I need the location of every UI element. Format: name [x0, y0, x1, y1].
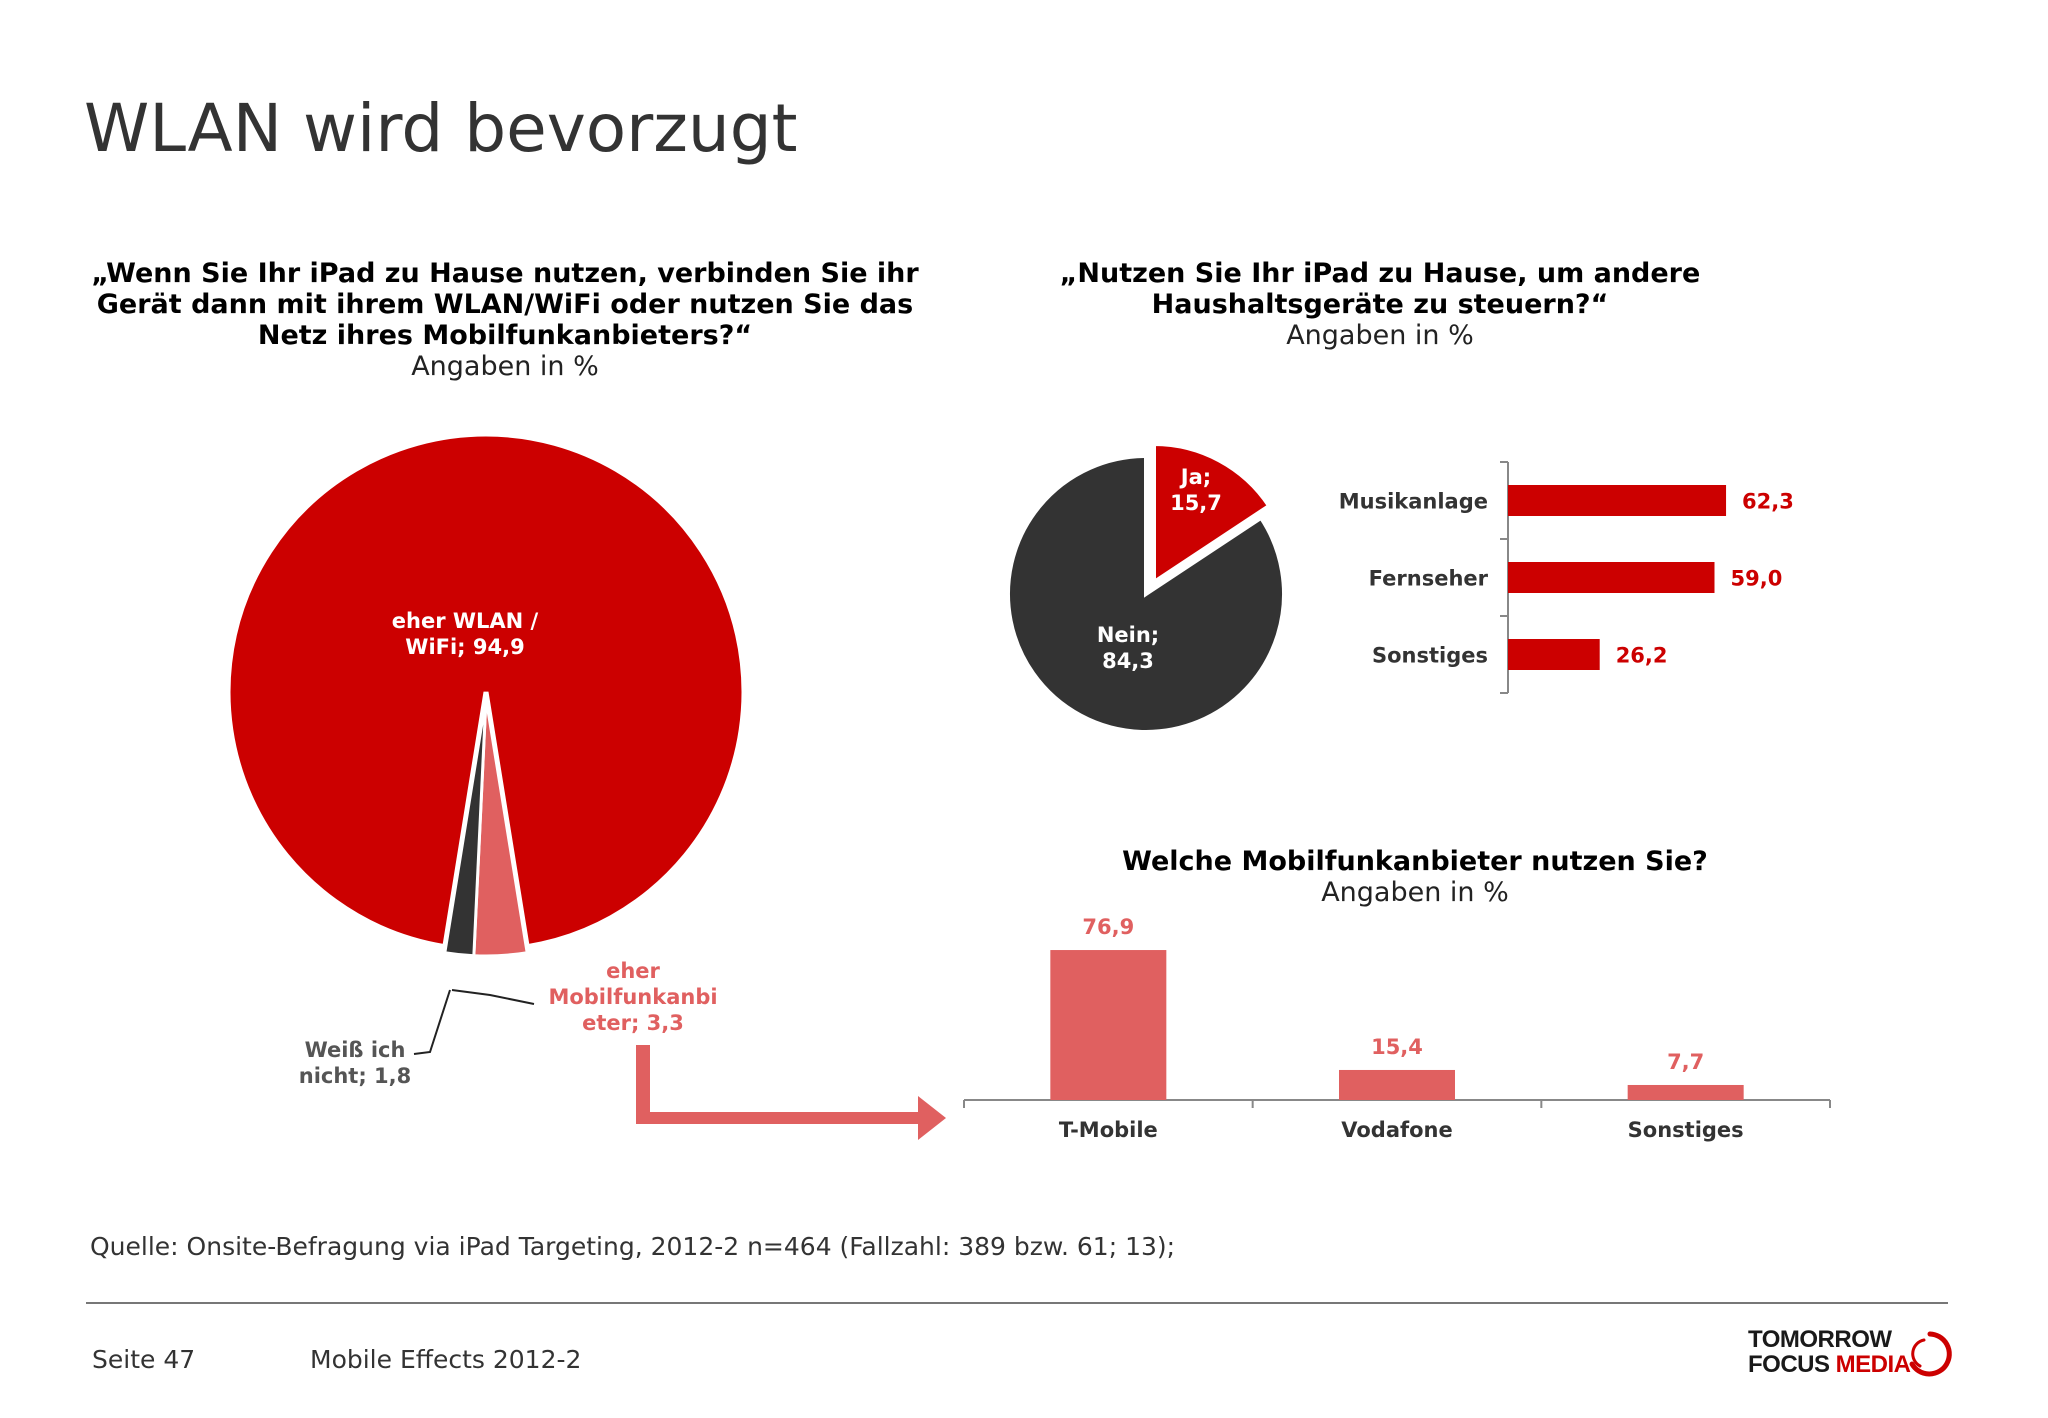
pie1-title: „Wenn Sie Ihr iPad zu Hause nutzen, verbinden Sie ihr Gerät dann mit ihrem WLAN/WiFi oder nutzen Sie das Netz ihres Mobilfunkanbieters?“	[91, 258, 919, 351]
vbar-category-label: T-Mobile	[1058, 1118, 1158, 1142]
pie1-leader-weiss-nicht	[414, 990, 450, 1054]
vbar-bar-2	[1628, 1085, 1744, 1100]
footer-title: Mobile Effects 2012-2	[310, 1345, 582, 1374]
pie1-label-mobilfunk-line: eter; 3,3	[582, 1011, 684, 1035]
vbar-value-label: 15,4	[1371, 1034, 1423, 1059]
pie1-leader-mobilfunk	[452, 990, 534, 1004]
pie1-label-weiss-nicht-line: Weiß ich	[304, 1038, 406, 1062]
hbar-value-label: 62,3	[1742, 489, 1794, 514]
vbar-value-label: 76,9	[1082, 915, 1135, 940]
hbar-chart-geraete	[1339, 462, 1794, 693]
vbar-category-label: Sonstiges	[1627, 1118, 1744, 1142]
vbar-title: Welche Mobilfunkanbieter nutzen Sie?	[1122, 846, 1708, 877]
hbar-bar-2	[1508, 639, 1600, 670]
page-number: Seite 47	[92, 1345, 196, 1374]
vbar-value-label: 7,7	[1667, 1049, 1705, 1074]
vbar-category-label: Vodafone	[1341, 1118, 1453, 1142]
pie1-label-weiss-nicht	[299, 1038, 412, 1088]
tomorrow-focus-media-logo	[1748, 1326, 1958, 1376]
pie1-label-mobilfunk-line: Mobilfunkanbi	[548, 985, 718, 1009]
hbar-category-label: Fernseher	[1368, 566, 1488, 591]
hbar-bar-1	[1508, 562, 1715, 593]
pie2-label-ja-line: 15,7	[1170, 491, 1222, 515]
pie1-subtitle: Angaben in %	[411, 351, 599, 382]
pie1-label-wlan-line: eher WLAN /	[391, 609, 539, 633]
hbar-value-label: 59,0	[1730, 566, 1783, 591]
hbar-category-label: Musikanlage	[1338, 489, 1488, 514]
source-note: Quelle: Onsite-Befragung via iPad Targeting, 2012-2 n=464 (Fallzahl: 389 bzw. 61; 13);	[90, 1232, 1176, 1261]
vbar-bar-0	[1050, 950, 1166, 1100]
hbar-bar-0	[1508, 485, 1726, 516]
pie2-label-nein-line: Nein;	[1096, 623, 1160, 647]
logo-focus: FOCUS	[1748, 1351, 1836, 1378]
hbar-value-label: 26,2	[1615, 643, 1668, 668]
pie1-label-mobilfunk-line: eher	[606, 959, 660, 983]
pie-chart-haushalt	[1008, 444, 1284, 732]
hbar-category-label: Sonstiges	[1371, 643, 1488, 668]
pie1-label-mobilfunk	[548, 959, 717, 1035]
pie-chart-wlan	[228, 434, 744, 1088]
logo-swoosh-icon	[1906, 1330, 1954, 1378]
vbar-bar-1	[1339, 1070, 1455, 1100]
vbar-subtitle: Angaben in %	[1321, 877, 1509, 908]
pie1-label-weiss-nicht-line: nicht; 1,8	[298, 1064, 412, 1088]
footer-divider	[86, 1302, 1948, 1304]
pie2-subtitle: Angaben in %	[1286, 320, 1474, 351]
vbar-chart-anbieter	[964, 915, 1830, 1142]
pie1-label-wlan-line: WiFi; 94,9	[405, 635, 525, 659]
logo-line1: TOMORROW	[1748, 1326, 1892, 1353]
logo-line2	[1748, 1351, 1911, 1379]
pie2-title: „Nutzen Sie Ihr iPad zu Hause, um andere Haushaltsgeräte zu steuern?“	[1059, 258, 1701, 320]
logo-media: MEDIA	[1835, 1351, 1911, 1378]
pie2-label-nein-line: 84,3	[1102, 649, 1154, 673]
pie2-label-ja-line: Ja;	[1180, 465, 1212, 489]
page-title: WLAN wird bevorzugt	[84, 90, 798, 167]
flow-arrow	[636, 1045, 946, 1140]
